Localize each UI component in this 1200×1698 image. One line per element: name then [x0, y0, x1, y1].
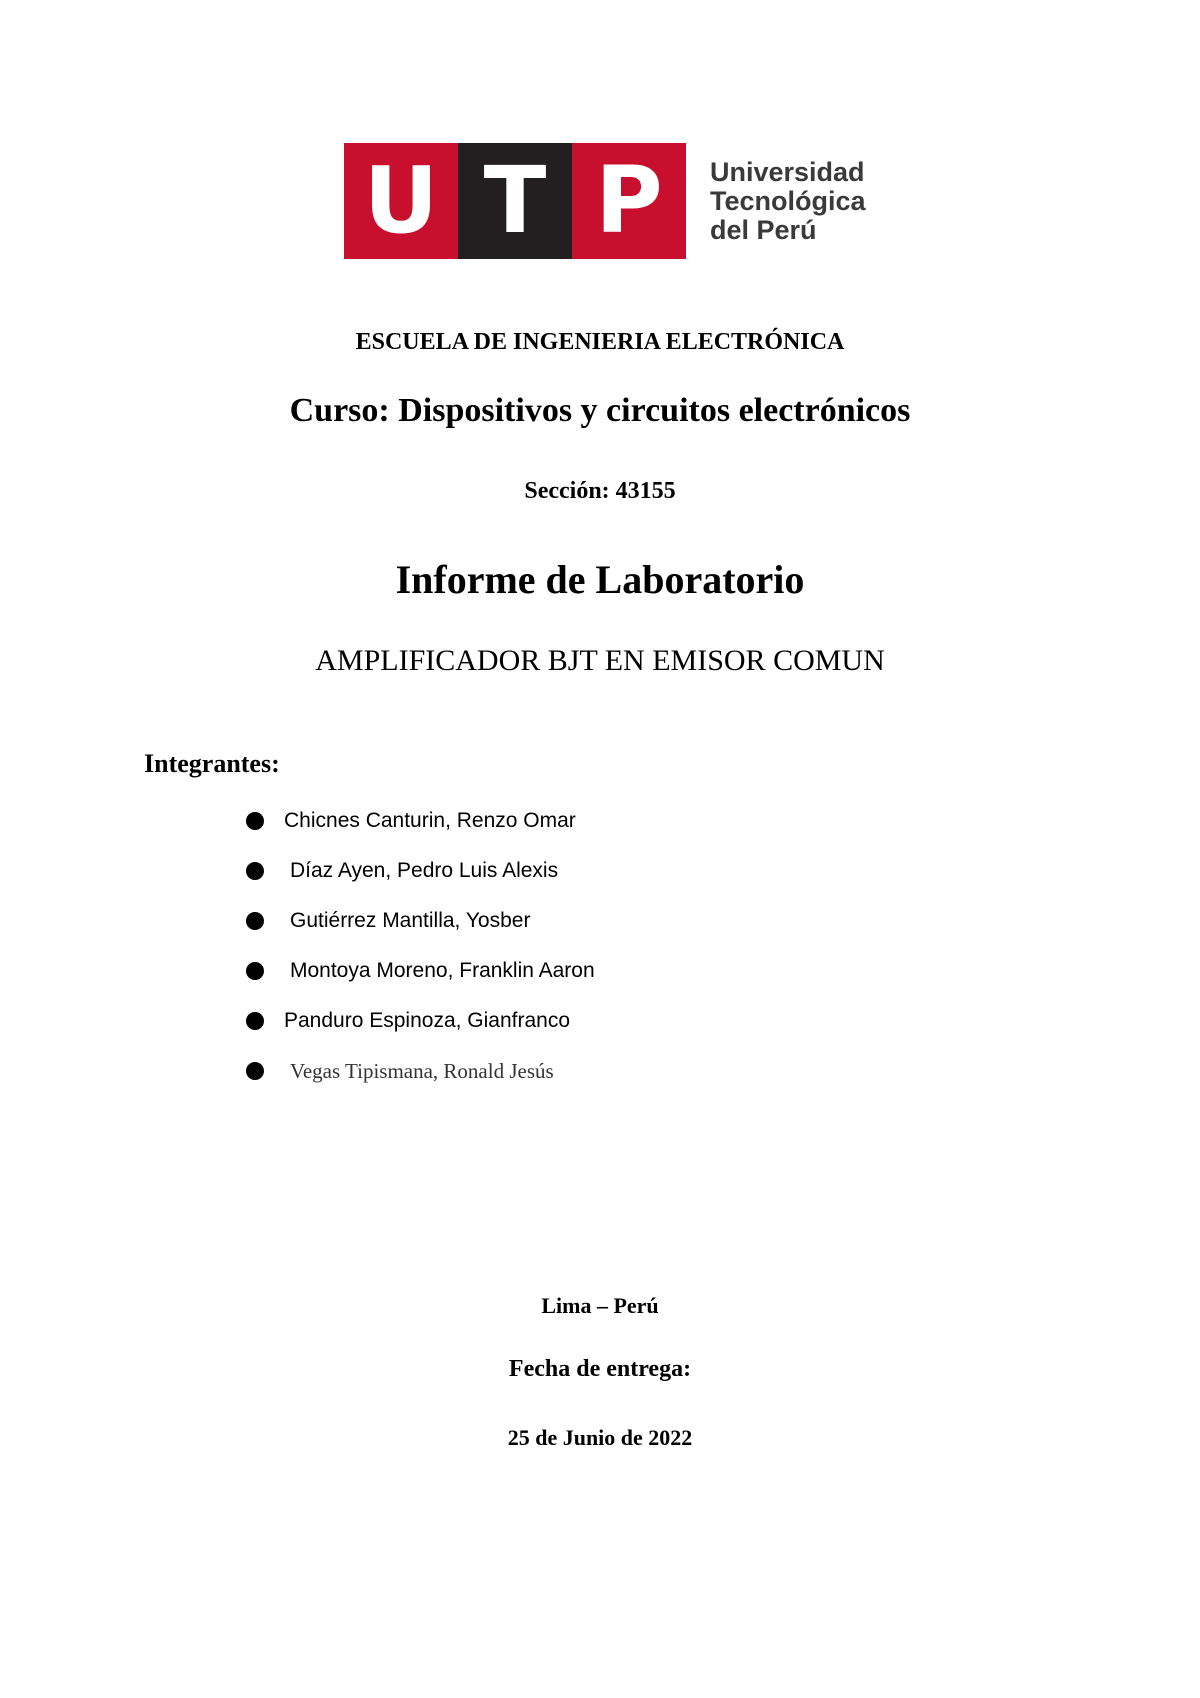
bullet-icon — [246, 862, 264, 880]
bullet-icon — [246, 812, 264, 830]
delivery-date-label: Fecha de entrega: — [508, 1356, 692, 1382]
bullet-icon — [246, 1062, 264, 1080]
member-name: Vegas Tipismana, Ronald Jesús — [290, 1058, 554, 1083]
members-heading: Integrantes: — [144, 749, 280, 778]
member-name: Díaz Ayen, Pedro Luis Alexis — [290, 859, 559, 882]
report-title: Informe de Laboratorio — [395, 557, 805, 602]
bullet-icon — [246, 912, 264, 930]
member-name: Montoya Moreno, Franklin Aaron — [290, 959, 595, 982]
school-name: ESCUELA DE INGENIERIA ELECTRÓNICA — [355, 329, 845, 355]
list-item — [246, 796, 595, 846]
bullet-icon — [246, 962, 264, 980]
report-subject: AMPLIFICADOR BJT EN EMISOR COMUN — [315, 644, 885, 677]
list-item — [246, 946, 595, 996]
logo-block-u: U — [344, 143, 458, 259]
list-item — [246, 996, 595, 1046]
logo-block-p: P — [572, 143, 686, 259]
location: Lima – Perú — [541, 1293, 659, 1318]
members-list — [246, 796, 595, 1096]
list-item — [246, 846, 595, 896]
list-item — [246, 1046, 595, 1096]
list-item — [246, 896, 595, 946]
delivery-date: 25 de Junio de 2022 — [507, 1425, 693, 1450]
course-title: Curso: Dispositivos y circuitos electrónicos — [289, 392, 911, 429]
member-name: Gutiérrez Mantilla, Yosber — [290, 909, 531, 932]
bullet-icon — [246, 1012, 264, 1030]
member-name: Panduro Espinoza, Gianfranco — [284, 1009, 571, 1032]
logo-letter-blocks — [344, 143, 686, 259]
section-number: Sección: 43155 — [524, 478, 676, 504]
logo-block-t: T — [458, 143, 572, 259]
utp-logo — [344, 143, 866, 259]
logo-wordmark: Universidad Tecnológica del Perú — [710, 156, 866, 245]
member-name: Chicnes Canturin, Renzo Omar — [284, 809, 576, 832]
